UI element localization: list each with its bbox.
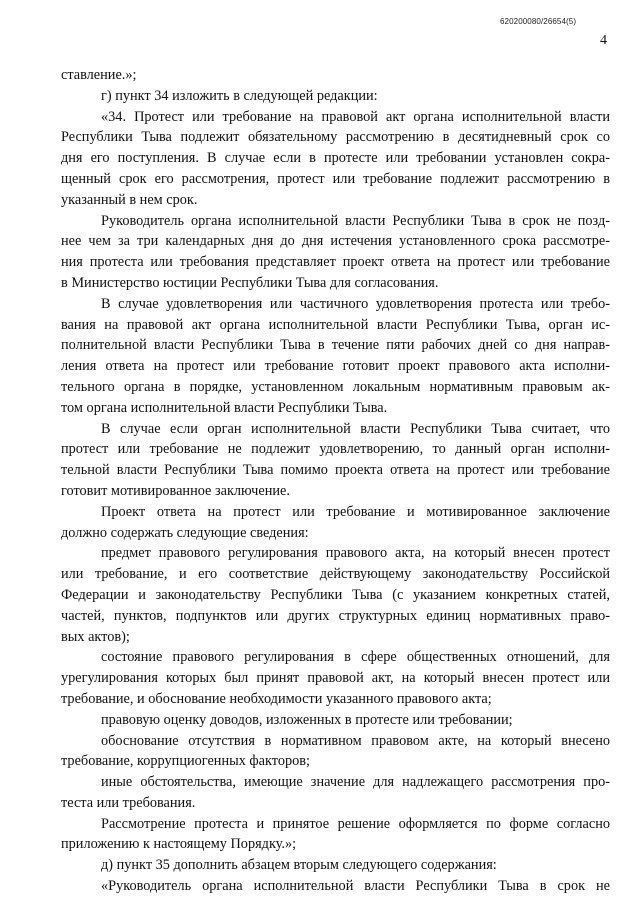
text-line: вания на правовой акт органа исполнительной власти Республики Тыва, орган ис- (61, 316, 610, 333)
text-line: г) пункт 34 изложить в следующей редакции: (101, 87, 378, 104)
text-line: вых актов); (61, 628, 130, 645)
text-line: Руководитель органа исполнительной власти Республики Тыва в срок не позд- (101, 212, 610, 229)
text-line: Проект ответа на протест или требование и мотивированное заключение (101, 503, 610, 520)
text-line: протест или требование не подлежит удовлетворению, то данный орган исполни- (61, 441, 610, 458)
text-line: ставление.»; (61, 67, 137, 83)
document-body (61, 65, 610, 897)
text-line: в Министерство юстиции Республики Тыва для согласования. (61, 274, 439, 291)
text-line: должно содержать следующие сведения: (61, 524, 309, 541)
text-line: щенный срок его рассмотрения, протест или требование подлежит рассмотрению в (61, 170, 610, 187)
text-line: нее чем за три календарных дня до дня истечения установленного срока рассмотре- (61, 233, 610, 250)
text-line: ления ответа на протест или требование готовит проект правового акта исполни- (61, 358, 610, 375)
text-line: иные обстоятельства, имеющие значение для надлежащего рассмотрения про- (101, 774, 610, 791)
text-line: «Руководитель органа исполнительной власти Республики Тыва в срок не (101, 878, 610, 895)
text-line: В случае удовлетворения или частичного удовлетворения протеста или требо- (101, 295, 610, 312)
text-line: тельного органа в порядке, установленном локальным нормативным правовым ак- (61, 378, 610, 395)
text-line: требование, коррупциогенных факторов; (61, 753, 311, 770)
text-line: предмет правового регулирования правового акта, на который внесен протест (101, 545, 610, 562)
text-line: урегулирования которых был принят правовой акт, на который внесен протест или (61, 670, 610, 687)
text-line: указанный в нем срок. (61, 191, 198, 208)
text-line: дня его поступления. В случае если в протесте или требовании установлен сокра- (61, 150, 610, 167)
text-line: обоснование отсутствия в нормативном правовом акте, на который внесено (101, 732, 610, 749)
text-line: «34. Протест или требование на правовой акт органа исполнительной власти (101, 108, 610, 125)
text-line: тельной власти Республики Тыва помимо проекта ответа на протест или требование (61, 462, 610, 479)
text-line: Республики Тыва подлежит обязательному рассмотрению в десятидневный срок со (61, 129, 610, 146)
text-line: Федерации и законодательству Республики Тыва (с указанием конкретных статей, (61, 586, 610, 603)
text-line: готовит мотивированное заключение. (61, 482, 290, 499)
text-line: состояние правового регулирования в сфере общественных отношений, для (101, 649, 610, 666)
text-line: правовую оценку доводов, изложенных в протесте или требовании; (101, 711, 513, 728)
text-line: требование, и обоснование необходимости указанного правового акта; (61, 690, 492, 707)
text-line: том органа исполнительной власти Республики Тыва. (61, 399, 388, 416)
text-line: ния протеста или требования представляет проект ответа на протест или требование (61, 254, 610, 271)
text-line: Рассмотрение протеста и принятое решение оформляется по форме согласно (101, 815, 610, 832)
text-line: частей, пунктов, подпунктов или других структурных единиц нормативных право- (61, 607, 610, 624)
page-number: 4 (600, 33, 607, 48)
text-line: д) пункт 35 дополнить абзацем вторым следующего содержания: (101, 857, 497, 874)
text-line: приложению к настоящему Порядку.»; (61, 836, 297, 853)
text-line: полнительной власти Республики Тыва в течение пяти рабочих дней со дня направ- (61, 337, 610, 354)
document-code: 620200080/26654(5) (500, 17, 577, 26)
text-line: теста или требования. (61, 794, 196, 811)
text-line: В случае если орган исполнительной власти Республики Тыва считает, что (101, 420, 610, 437)
text-line: или требование, и его соответствие действующему законодательству Российской (61, 566, 610, 583)
